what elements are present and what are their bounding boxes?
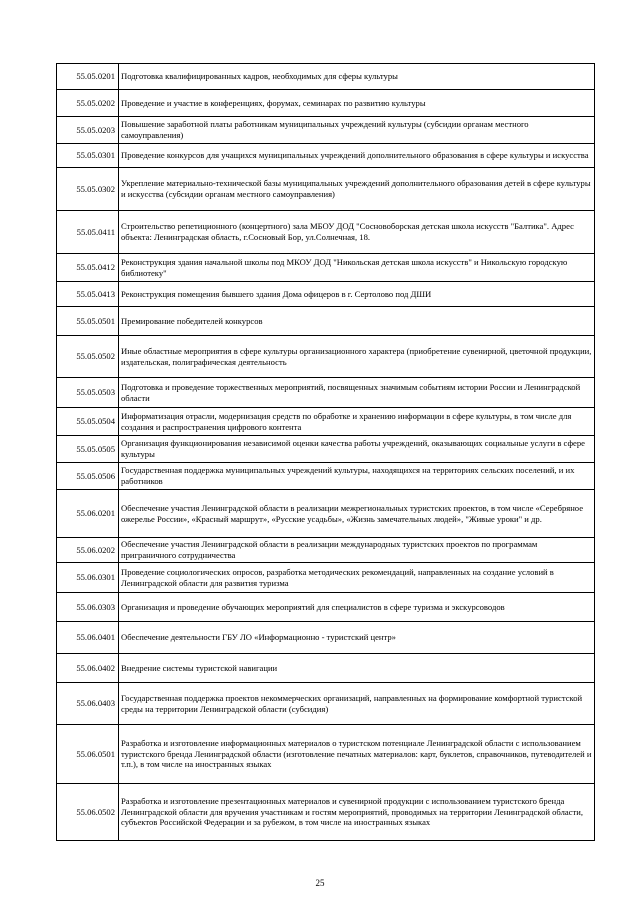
row-code: 55.05.0201 xyxy=(57,64,119,90)
row-description: Обеспечение деятельности ГБУ ЛО «Информационно - туристский центр» xyxy=(119,622,595,654)
row-code: 55.05.0506 xyxy=(57,463,119,490)
row-description: Обеспечение участия Ленинградской области в реализации международных туристских проектов по программам приграничного сотрудничества xyxy=(119,538,595,563)
table-row xyxy=(57,538,595,563)
page-number: 25 xyxy=(315,878,325,888)
row-code: 55.05.0411 xyxy=(57,211,119,254)
row-code: 55.05.0412 xyxy=(57,254,119,282)
row-description: Государственная поддержка проектов некоммерческих организаций, направленных на формирование комфортной туристской среды на территории Ленинградской области (субсидия) xyxy=(119,683,595,725)
budget-codes-table xyxy=(56,63,595,841)
row-code: 55.06.0201 xyxy=(57,490,119,538)
table-row xyxy=(57,784,595,841)
table-row xyxy=(57,117,595,144)
table-row xyxy=(57,593,595,622)
table-row xyxy=(57,683,595,725)
row-description: Реконструкция помещения бывшего здания Дома офицеров в г. Сертолово под ДШИ xyxy=(119,282,595,307)
row-code: 55.06.0403 xyxy=(57,683,119,725)
row-description: Подготовка и проведение торжественных мероприятий, посвященных значимым событиям истории России и Ленинградской области xyxy=(119,378,595,408)
row-code: 55.06.0401 xyxy=(57,622,119,654)
table-row xyxy=(57,490,595,538)
row-description: Проведение конкурсов для учащихся муниципальных учреждений дополнительного образования в сфере культуры и искусства xyxy=(119,144,595,168)
row-code: 55.05.0502 xyxy=(57,336,119,378)
table-row xyxy=(57,563,595,593)
table-row xyxy=(57,725,595,784)
table-row xyxy=(57,408,595,436)
row-code: 55.05.0203 xyxy=(57,117,119,144)
row-description: Информатизация отрасли, модернизация средств по обработке и хранению информации в сфере культуры, в том числе для создания и распространения цифрового контента xyxy=(119,408,595,436)
row-description: Организация функционирования независимой оценки качества работы учреждений, оказывающих социальные услуги в сфере культуры xyxy=(119,436,595,463)
row-description: Внедрение системы туристской навигации xyxy=(119,654,595,683)
row-code: 55.05.0504 xyxy=(57,408,119,436)
table-row xyxy=(57,654,595,683)
row-description: Разработка и изготовление презентационных материалов и сувенирной продукции с использованием туристского бренда Ленинградской области для вручения участникам и гостям мероприятий, проводимых на территории Ленинградской области, субъектов Российской Федерации и за рубежом, в том числе на иностранных языках xyxy=(119,784,595,841)
table-row xyxy=(57,336,595,378)
row-code: 55.06.0301 xyxy=(57,563,119,593)
row-description: Обеспечение участия Ленинградской области в реализации межрегиональных туристских проектов, в том числе «Серебряное ожерелье России», «Красный маршрут», «Русские усадьбы», «Жизнь замечательных людей», "Живые уроки" и др. xyxy=(119,490,595,538)
table-row xyxy=(57,463,595,490)
row-code: 55.05.0413 xyxy=(57,282,119,307)
row-code: 55.05.0302 xyxy=(57,168,119,211)
row-description: Строительство репетиционного (концертного) зала МБОУ ДОД "Сосновоборская детская школа искусств "Балтика". Адрес объекта: Ленинградская область, г.Сосновый Бор, ул.Солнечная, 18. xyxy=(119,211,595,254)
row-description: Реконструкция здания начальной школы под МКОУ ДОД "Никольская детская школа искусств" и Никольскую городскую библиотеку" xyxy=(119,254,595,282)
row-description: Государственная поддержка муниципальных учреждений культуры, находящихся на территориях сельских поселений, и их работников xyxy=(119,463,595,490)
table-row xyxy=(57,144,595,168)
row-code: 55.06.0402 xyxy=(57,654,119,683)
table-row xyxy=(57,168,595,211)
row-code: 55.06.0502 xyxy=(57,784,119,841)
table-row xyxy=(57,307,595,336)
row-description: Подготовка квалифицированных кадров, необходимых для сферы культуры xyxy=(119,64,595,90)
table-row xyxy=(57,254,595,282)
row-description: Проведение социологических опросов, разработка методических рекомендаций, направленных на создание условий в Ленинградской области для развития туризма xyxy=(119,563,595,593)
row-description: Проведение и участие в конференциях, форумах, семинарах по развитию культуры xyxy=(119,90,595,117)
row-description: Разработка и изготовление информационных материалов о туристском потенциале Ленинградской области с использованием туристского бренда Ленинградской области (изготовление печатных материалов: карт, буклетов, справочников, путеводителей и т.п.), в том числе на иностранных языках xyxy=(119,725,595,784)
table-row xyxy=(57,282,595,307)
table-row xyxy=(57,622,595,654)
table-row xyxy=(57,211,595,254)
row-description: Иные областные мероприятия в сфере культуры организационного характера (приобретение сувенирной, цветочной продукции, издательская, полиграфическая деятельность xyxy=(119,336,595,378)
row-description: Укрепление материально-технической базы муниципальных учреждений дополнительного образования детей в сфере культуры и искусства (субсидии органам местного самоуправления) xyxy=(119,168,595,211)
row-code: 55.05.0501 xyxy=(57,307,119,336)
row-code: 55.05.0505 xyxy=(57,436,119,463)
table-row xyxy=(57,64,595,90)
row-description: Премирование победителей конкурсов xyxy=(119,307,595,336)
row-description: Организация и проведение обучающих мероприятий для специалистов в сфере туризма и экскурсоводов xyxy=(119,593,595,622)
row-code: 55.06.0501 xyxy=(57,725,119,784)
row-code: 55.06.0303 xyxy=(57,593,119,622)
row-code: 55.05.0202 xyxy=(57,90,119,117)
row-code: 55.05.0301 xyxy=(57,144,119,168)
row-code: 55.05.0503 xyxy=(57,378,119,408)
table-row xyxy=(57,436,595,463)
table-row xyxy=(57,90,595,117)
row-description: Повышение заработной платы работникам муниципальных учреждений культуры (субсидии органам местного самоуправления) xyxy=(119,117,595,144)
row-code: 55.06.0202 xyxy=(57,538,119,563)
table-row xyxy=(57,378,595,408)
